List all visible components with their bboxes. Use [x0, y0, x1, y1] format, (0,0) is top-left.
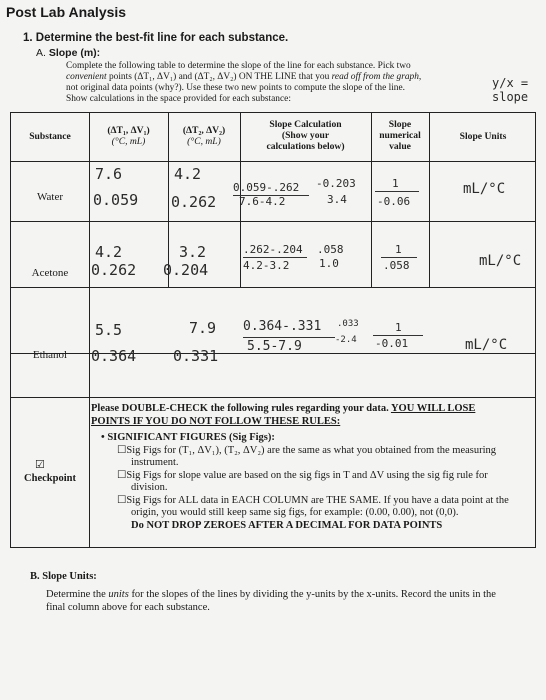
header-slope-units: Slope Units: [459, 131, 507, 142]
acetone-slope-den: .058: [383, 259, 410, 272]
water-units: mL/°C: [463, 181, 506, 197]
instructions-em-graph: read off from the graph,: [331, 72, 422, 82]
rule-1: [117, 445, 517, 470]
header-slope-3: value: [389, 141, 411, 152]
header-substance: Substance: [29, 131, 71, 142]
acetone-calc-num: .262-.204: [243, 243, 303, 256]
rule-2-text: Sig Figs for slope value are based on the sig figs in T and ΔV using the sig fig rule for division.: [126, 469, 488, 493]
rule-4: Do NOT DROP ZEROES AFTER A DECIMAL FOR DATA POINTS: [131, 519, 443, 531]
header-calc-2: (Show your: [281, 130, 330, 141]
header-point-1: [89, 125, 168, 147]
part-a-letter: A.: [36, 47, 46, 59]
instructions-line-2-text: points (ΔT₁, ΔV₁) and (ΔT₂, ΔV₂) ON THE LINE that you: [106, 72, 332, 82]
water-calc-den: 7.6-4.2: [239, 195, 286, 208]
instructions-line-2: [66, 72, 486, 83]
acetone-calc-result-num: .058: [317, 243, 344, 256]
rule-2-checkbox-icon: ☐: [117, 469, 127, 481]
rule-3-text: Sig Figs for ALL data in EACH COLUMN are THE SAME. If you have a data point at the origin, you would still keep same sig figs, for example: (0.00, 0.00), not (0,0).: [126, 494, 509, 518]
acetone-units: mL/°C: [479, 253, 522, 269]
instructions-em-convenient: convenient: [66, 72, 107, 82]
substance-ethanol: Ethanol: [32, 349, 68, 361]
checked-checkbox-icon: ☑: [35, 459, 45, 471]
water-slope-fraction-bar: [375, 191, 419, 192]
header-point-1-label: (ΔT₁, ΔV₁): [107, 125, 150, 136]
acetone-t1: 4.2: [95, 243, 123, 261]
part-b-text-post: for the slopes of the lines by dividing the y-units by the x-units. Record the units in the final column above for each substance.: [46, 589, 496, 613]
header-slope-value: [371, 119, 429, 152]
part-b-heading: B. Slope Units:: [30, 571, 97, 582]
substance-acetone: Acetone: [31, 267, 69, 279]
header-slope-calc: [240, 119, 371, 152]
ethanol-calc-fraction-bar: [243, 337, 335, 338]
rules-warning-1: Please DOUBLE-CHECK the following rules regarding your data.: [91, 403, 391, 414]
rule-2: [117, 470, 517, 495]
rule-1-text: Sig Figs for (T₁, ΔV₁), (T₂, ΔV₂) are the same as what you obtained from the measuring instrument.: [126, 444, 497, 468]
water-t1: 7.6: [95, 165, 123, 183]
slope-table: [10, 112, 536, 548]
instructions: [66, 61, 486, 105]
header-point-2: [168, 125, 240, 147]
water-calc-result-num: -0.203: [316, 177, 356, 190]
rules-warning: [91, 403, 517, 428]
instructions-line-1: Complete the following table to determine the slope of the line for each substance. Pick two: [66, 61, 411, 71]
instructions-line-4: Show calculations in the space provided for each substance:: [66, 94, 291, 104]
question-heading: 1. Determine the best-fit line for each substance.: [23, 32, 289, 44]
ethanol-calc-result-num: .033: [337, 319, 359, 329]
ethanol-calc-num: 0.364-.331: [243, 319, 322, 334]
header-calc-1: Slope Calculation: [269, 119, 342, 130]
col-divider-1: [89, 113, 90, 547]
row-divider-1: [11, 221, 535, 222]
part-a-label: Slope (m):: [48, 47, 101, 59]
row-divider-header: [11, 161, 535, 162]
header-point-2-units: (°C, mL): [187, 136, 221, 147]
water-v1: 0.059: [93, 191, 139, 209]
substance-water: Water: [37, 191, 63, 203]
instructions-line-3: not original data points (why?). Use these two new points to compute the slope of the line.: [66, 83, 405, 93]
header-slope-2: numerical: [379, 130, 421, 141]
sigfig-title: SIGNIFICANT FIGURES (Sig Figs):: [107, 432, 275, 443]
ethanol-slope-num: 1: [395, 321, 402, 334]
header-point-1-units: (°C, mL): [111, 136, 146, 147]
acetone-v1: 0.262: [91, 261, 137, 279]
checkpoint-label: Checkpoint: [24, 473, 76, 484]
rule-3: [117, 495, 517, 520]
handwritten-margin-note: y/x = slope: [492, 76, 529, 104]
rule-3-checkbox-icon: ☐: [117, 494, 127, 506]
header-calc-3: calculations below): [266, 141, 345, 152]
acetone-calc-result-den: 1.0: [319, 257, 339, 270]
ethanol-t1: 5.5: [95, 321, 123, 339]
part-b-text-em: units: [108, 589, 129, 600]
ethanol-slope-den: -0.01: [375, 337, 409, 350]
acetone-v2: 0.204: [163, 261, 209, 279]
row-divider-4: [11, 397, 535, 398]
rule-1-checkbox-icon: ☐: [117, 444, 127, 456]
part-b-text-pre: Determine the: [46, 589, 109, 600]
acetone-slope-fraction-bar: [381, 257, 417, 258]
acetone-t2: 3.2: [179, 243, 207, 261]
water-t2: 4.2: [174, 165, 202, 183]
ethanol-v2: 0.331: [173, 347, 219, 365]
acetone-slope-num: 1: [395, 243, 402, 256]
water-slope-num: 1: [392, 177, 399, 190]
acetone-calc-fraction-bar: [243, 257, 307, 258]
ethanol-slope-fraction-bar: [373, 335, 423, 336]
ethanol-calc-den: 5.5-7.9: [247, 339, 302, 354]
header-point-2-label: (ΔT₂, ΔV₂): [182, 125, 226, 136]
water-calc-num: 0.059-.262: [233, 181, 300, 194]
water-v2: 0.262: [171, 193, 217, 211]
acetone-calc-den: 4.2-3.2: [243, 259, 290, 272]
row-divider-2: [11, 287, 535, 288]
checkpoint-rules: [91, 403, 517, 532]
ethanol-v1: 0.364: [91, 347, 137, 365]
part-a-heading: [36, 47, 100, 59]
water-calc-result-den: 3.4: [327, 193, 347, 206]
page-title: Post Lab Analysis: [6, 4, 127, 20]
sigfig-title-row: • SIGNIFICANT FIGURES (Sig Figs):: [101, 432, 275, 443]
part-b-instructions: [46, 588, 516, 614]
rules-warning-2: YOU WILL LOSE POINTS IF YOU DO NOT FOLLOW THESE RULES:: [91, 403, 476, 427]
ethanol-t2: 7.9: [189, 319, 217, 337]
ethanol-calc-result-den: -2.4: [335, 335, 357, 345]
water-slope-den: -0.06: [377, 195, 411, 208]
header-slope-1: Slope: [388, 119, 412, 130]
ethanol-units: mL/°C: [465, 337, 508, 353]
